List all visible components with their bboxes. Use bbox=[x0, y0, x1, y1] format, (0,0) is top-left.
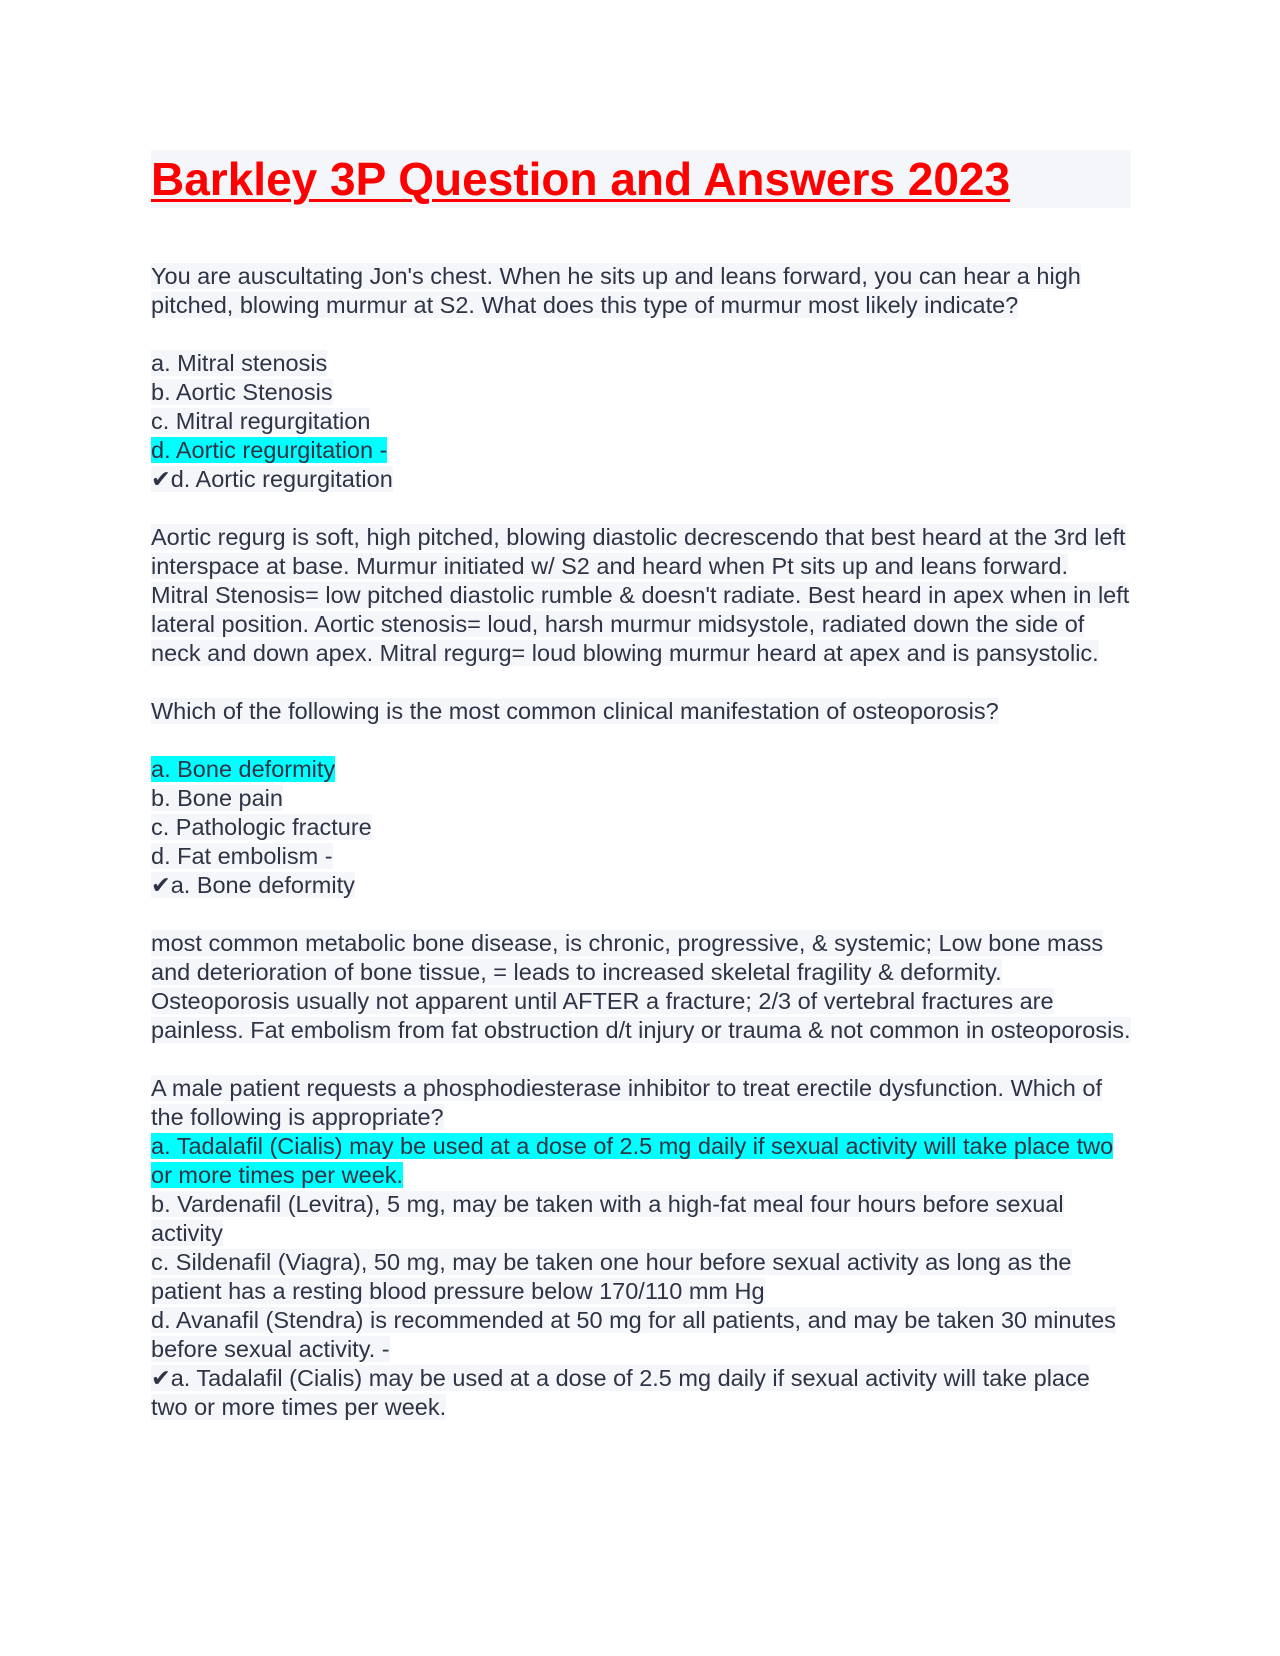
q2-answer: ✔a. Bone deformity bbox=[151, 872, 355, 898]
question-1 bbox=[151, 262, 1131, 320]
q1-option-a: a. Mitral stenosis bbox=[151, 350, 328, 376]
question-2 bbox=[151, 697, 1131, 726]
q2-explanation bbox=[151, 929, 1131, 1045]
q1-explanation bbox=[151, 523, 1131, 668]
q2-option-d: d. Fat embolism - bbox=[151, 843, 333, 869]
question-1-options bbox=[151, 349, 1131, 494]
question-3 bbox=[151, 1074, 1131, 1422]
q1-explanation-text: Aortic regurg is soft, high pitched, blowing diastolic decrescendo that best heard at the 3rd left interspace at base. Murmur initiated w/ S2 and heard when Pt sits up and leans forward. Mitral Stenosis= low pitched diastolic rumble & doesn't radiate. Best heard in apex when in left lateral position. Aortic stenosis= loud, harsh murmur midsystole, radiated down the side of neck and down apex. Mitral regurg= loud blowing murmur heard at apex and is pansystolic. bbox=[151, 524, 1130, 666]
question-1-text: You are auscultating Jon's chest. When he sits up and leans forward, you can hear a high pitched, blowing murmur at S2. What does this type of murmur most likely indicate? bbox=[151, 263, 1081, 318]
q1-answer: ✔d. Aortic regurgitation bbox=[151, 466, 393, 492]
q2-option-a-highlighted: a. Bone deformity bbox=[151, 756, 336, 782]
q3-option-c: c. Sildenafil (Viagra), 50 mg, may be taken one hour before sexual activity as long as the patient has a resting blood pressure below 170/110 mm Hg bbox=[151, 1249, 1072, 1304]
q3-option-d: d. Avanafil (Stendra) is recommended at 50 mg for all patients, and may be taken 30 minutes before sexual activity. - bbox=[151, 1307, 1116, 1362]
q2-explanation-text: most common metabolic bone disease, is chronic, progressive, & systemic; Low bone mass and deterioration of bone tissue, = leads to increased skeletal fragility & deformity. Osteoporosis usually not apparent until AFTER a fracture; 2/3 of vertebral fractures are painless. Fat embolism from fat obstruction d/t injury or trauma & not common in osteoporosis. bbox=[151, 930, 1131, 1043]
q2-option-c: c. Pathologic fracture bbox=[151, 814, 372, 840]
title-block bbox=[151, 150, 1131, 208]
question-2-options bbox=[151, 755, 1131, 900]
question-3-text: A male patient requests a phosphodiesterase inhibitor to treat erectile dysfunction. Which of the following is appropriate? bbox=[151, 1075, 1102, 1130]
q1-option-b: b. Aortic Stenosis bbox=[151, 379, 333, 405]
q2-option-b: b. Bone pain bbox=[151, 785, 283, 811]
q3-option-a-highlighted: a. Tadalafil (Cialis) may be used at a dose of 2.5 mg daily if sexual activity will take place two or more times per week. bbox=[151, 1133, 1114, 1188]
q1-option-c: c. Mitral regurgitation bbox=[151, 408, 371, 434]
q3-option-b: b. Vardenafil (Levitra), 5 mg, may be taken with a high-fat meal four hours before sexual activity bbox=[151, 1191, 1064, 1246]
document-title: Barkley 3P Question and Answers 2023 bbox=[151, 153, 1011, 205]
document-page bbox=[151, 150, 1131, 1422]
q1-option-d-highlighted: d. Aortic regurgitation - bbox=[151, 437, 388, 463]
question-2-text: Which of the following is the most common clinical manifestation of osteoporosis? bbox=[151, 698, 999, 724]
q3-answer: ✔a. Tadalafil (Cialis) may be used at a dose of 2.5 mg daily if sexual activity will take place two or more times per week. bbox=[151, 1365, 1090, 1420]
